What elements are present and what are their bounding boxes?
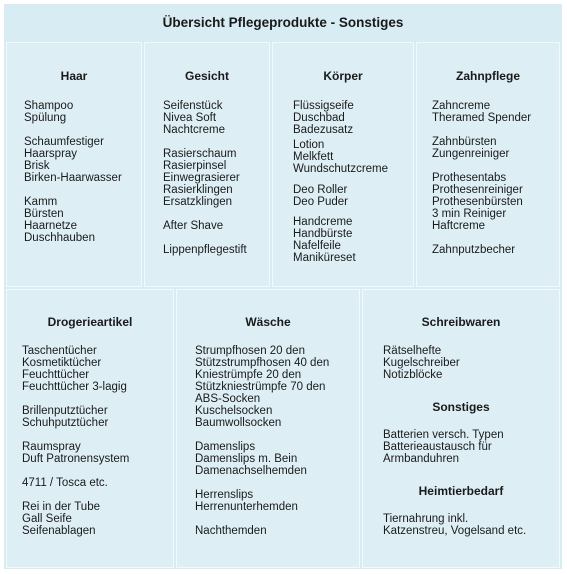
list-item: Schuhputztücher bbox=[22, 417, 109, 429]
list-item: Birken-Haarwasser bbox=[24, 172, 122, 184]
list-item: Rasierschaum bbox=[163, 148, 237, 160]
category-gesicht bbox=[144, 42, 270, 287]
list-item: 4711 / Tosca etc. bbox=[22, 477, 108, 489]
list-item: Brisk bbox=[24, 160, 50, 172]
list-item: Strumpfhosen 20 den bbox=[195, 345, 305, 357]
list-item: Haarnetze bbox=[24, 220, 78, 232]
list-item: Handbürste bbox=[293, 228, 353, 240]
list-item: Rätselhefte bbox=[383, 345, 442, 357]
list-item: Deo Puder bbox=[293, 196, 348, 208]
category-heading: Drogerieartikel bbox=[47, 315, 133, 329]
list-item: Zungenreiniger bbox=[432, 148, 510, 160]
list-item: Nachthemden bbox=[195, 525, 267, 537]
list-item: Lotion bbox=[293, 139, 325, 151]
category-heading: Wäsche bbox=[245, 315, 291, 329]
list-item: Haftcreme bbox=[432, 220, 486, 232]
list-item: Prothesenreiniger bbox=[432, 184, 523, 196]
list-item: Raumspray bbox=[22, 441, 81, 453]
category-drogerieartikel bbox=[6, 289, 174, 568]
list-item: Melkfett bbox=[293, 151, 334, 163]
list-item: Batterien versch. Typen bbox=[383, 429, 504, 441]
list-item: Flüssigseife bbox=[293, 100, 354, 112]
list-item: Ersatzklingen bbox=[163, 196, 233, 208]
list-item: Deo Roller bbox=[293, 184, 348, 196]
category-zahnpflege bbox=[416, 42, 560, 287]
list-item: Duft Patronensystem bbox=[22, 453, 130, 465]
list-item: Rasierklingen bbox=[163, 184, 233, 196]
list-item: Notizblöcke bbox=[383, 369, 443, 381]
list-item: Handcreme bbox=[293, 216, 353, 228]
list-item: Theramed Spender bbox=[432, 112, 532, 124]
category-heading: Schreibwaren bbox=[421, 315, 501, 329]
category-heading: Sonstiges bbox=[432, 400, 490, 414]
list-item: Lippenpflegestift bbox=[163, 244, 247, 256]
list-item: After Shave bbox=[163, 220, 224, 232]
list-item: Spülung bbox=[24, 112, 67, 124]
list-item: Batterieaustausch für bbox=[383, 441, 492, 453]
list-item: Damenslips m. Bein bbox=[195, 453, 298, 465]
list-item: Rasierpinsel bbox=[163, 160, 227, 172]
list-item: Kosmetiktücher bbox=[22, 357, 102, 369]
category-haar bbox=[6, 42, 142, 287]
list-item: Maniküreset bbox=[293, 252, 356, 264]
list-item: Zahncreme bbox=[432, 100, 491, 112]
list-item: Nafelfeile bbox=[293, 240, 341, 252]
list-item: Kamm bbox=[24, 196, 58, 208]
list-item: Seifenstück bbox=[163, 100, 223, 112]
list-item: Duschbad bbox=[293, 112, 345, 124]
list-item: Taschentücher bbox=[22, 345, 97, 357]
list-item: Wundschutzcreme bbox=[293, 163, 389, 175]
category-waesche bbox=[176, 289, 360, 568]
list-item: Einwegrasierer bbox=[163, 172, 240, 184]
list-item: Nivea Soft bbox=[163, 112, 217, 124]
page-title: Übersicht Pflegeprodukte - Sonstiges bbox=[162, 15, 404, 30]
list-item: Prothesenbürsten bbox=[432, 196, 523, 208]
list-item: Schaumfestiger bbox=[24, 136, 104, 148]
list-item: Zahnputzbecher bbox=[432, 244, 516, 256]
list-item: Shampoo bbox=[24, 100, 74, 112]
list-item: Zahnbürsten bbox=[432, 136, 497, 148]
overview-sheet bbox=[4, 4, 562, 569]
list-item: Haarspray bbox=[24, 148, 78, 160]
list-item: Stützstrumpfhosen 40 den bbox=[195, 357, 330, 369]
list-item: Damenslips bbox=[195, 441, 256, 453]
list-item: Bürsten bbox=[24, 208, 64, 220]
list-item: Herrenunterhemden bbox=[195, 501, 298, 513]
category-schreibwaren-sonstiges bbox=[362, 289, 560, 568]
list-item: Brillenputztücher bbox=[22, 405, 108, 417]
list-item: Rei in der Tube bbox=[22, 501, 100, 513]
list-item: Gall Seife bbox=[22, 513, 72, 525]
list-item: Nachtcreme bbox=[163, 124, 225, 136]
category-heading: Zahnpflege bbox=[455, 69, 520, 83]
category-heading: Gesicht bbox=[184, 69, 229, 83]
list-item: Damenachselhemden bbox=[195, 465, 307, 477]
list-item: Baumwollsocken bbox=[195, 417, 282, 429]
list-item: Tiernahrung inkl. bbox=[383, 513, 469, 525]
list-item: 3 min Reiniger bbox=[432, 208, 507, 220]
list-item: Duschhauben bbox=[24, 232, 95, 244]
list-item: Katzenstreu, Vogelsand etc. bbox=[383, 525, 527, 537]
list-item: Seifenablagen bbox=[22, 525, 96, 537]
list-item: Prothesentabs bbox=[432, 172, 507, 184]
list-item: ABS-Socken bbox=[195, 393, 261, 405]
list-item: Armbanduhren bbox=[383, 453, 460, 465]
list-item: Stützkniestrümpfe 70 den bbox=[195, 381, 326, 393]
list-item: Kuschelsocken bbox=[195, 405, 273, 417]
category-heading: Körper bbox=[323, 69, 363, 83]
category-heading: Heimtierbedarf bbox=[418, 484, 504, 498]
list-item: Kniestrümpfe 20 den bbox=[195, 369, 302, 381]
list-item: Feuchttücher bbox=[22, 369, 90, 381]
category-heading: Haar bbox=[60, 69, 88, 83]
list-item: Feuchttücher 3-lagig bbox=[22, 381, 127, 393]
list-item: Kugelschreiber bbox=[383, 357, 460, 369]
category-koerper bbox=[272, 42, 414, 287]
list-item: Badezusatz bbox=[293, 124, 354, 136]
list-item: Herrenslips bbox=[195, 489, 254, 501]
